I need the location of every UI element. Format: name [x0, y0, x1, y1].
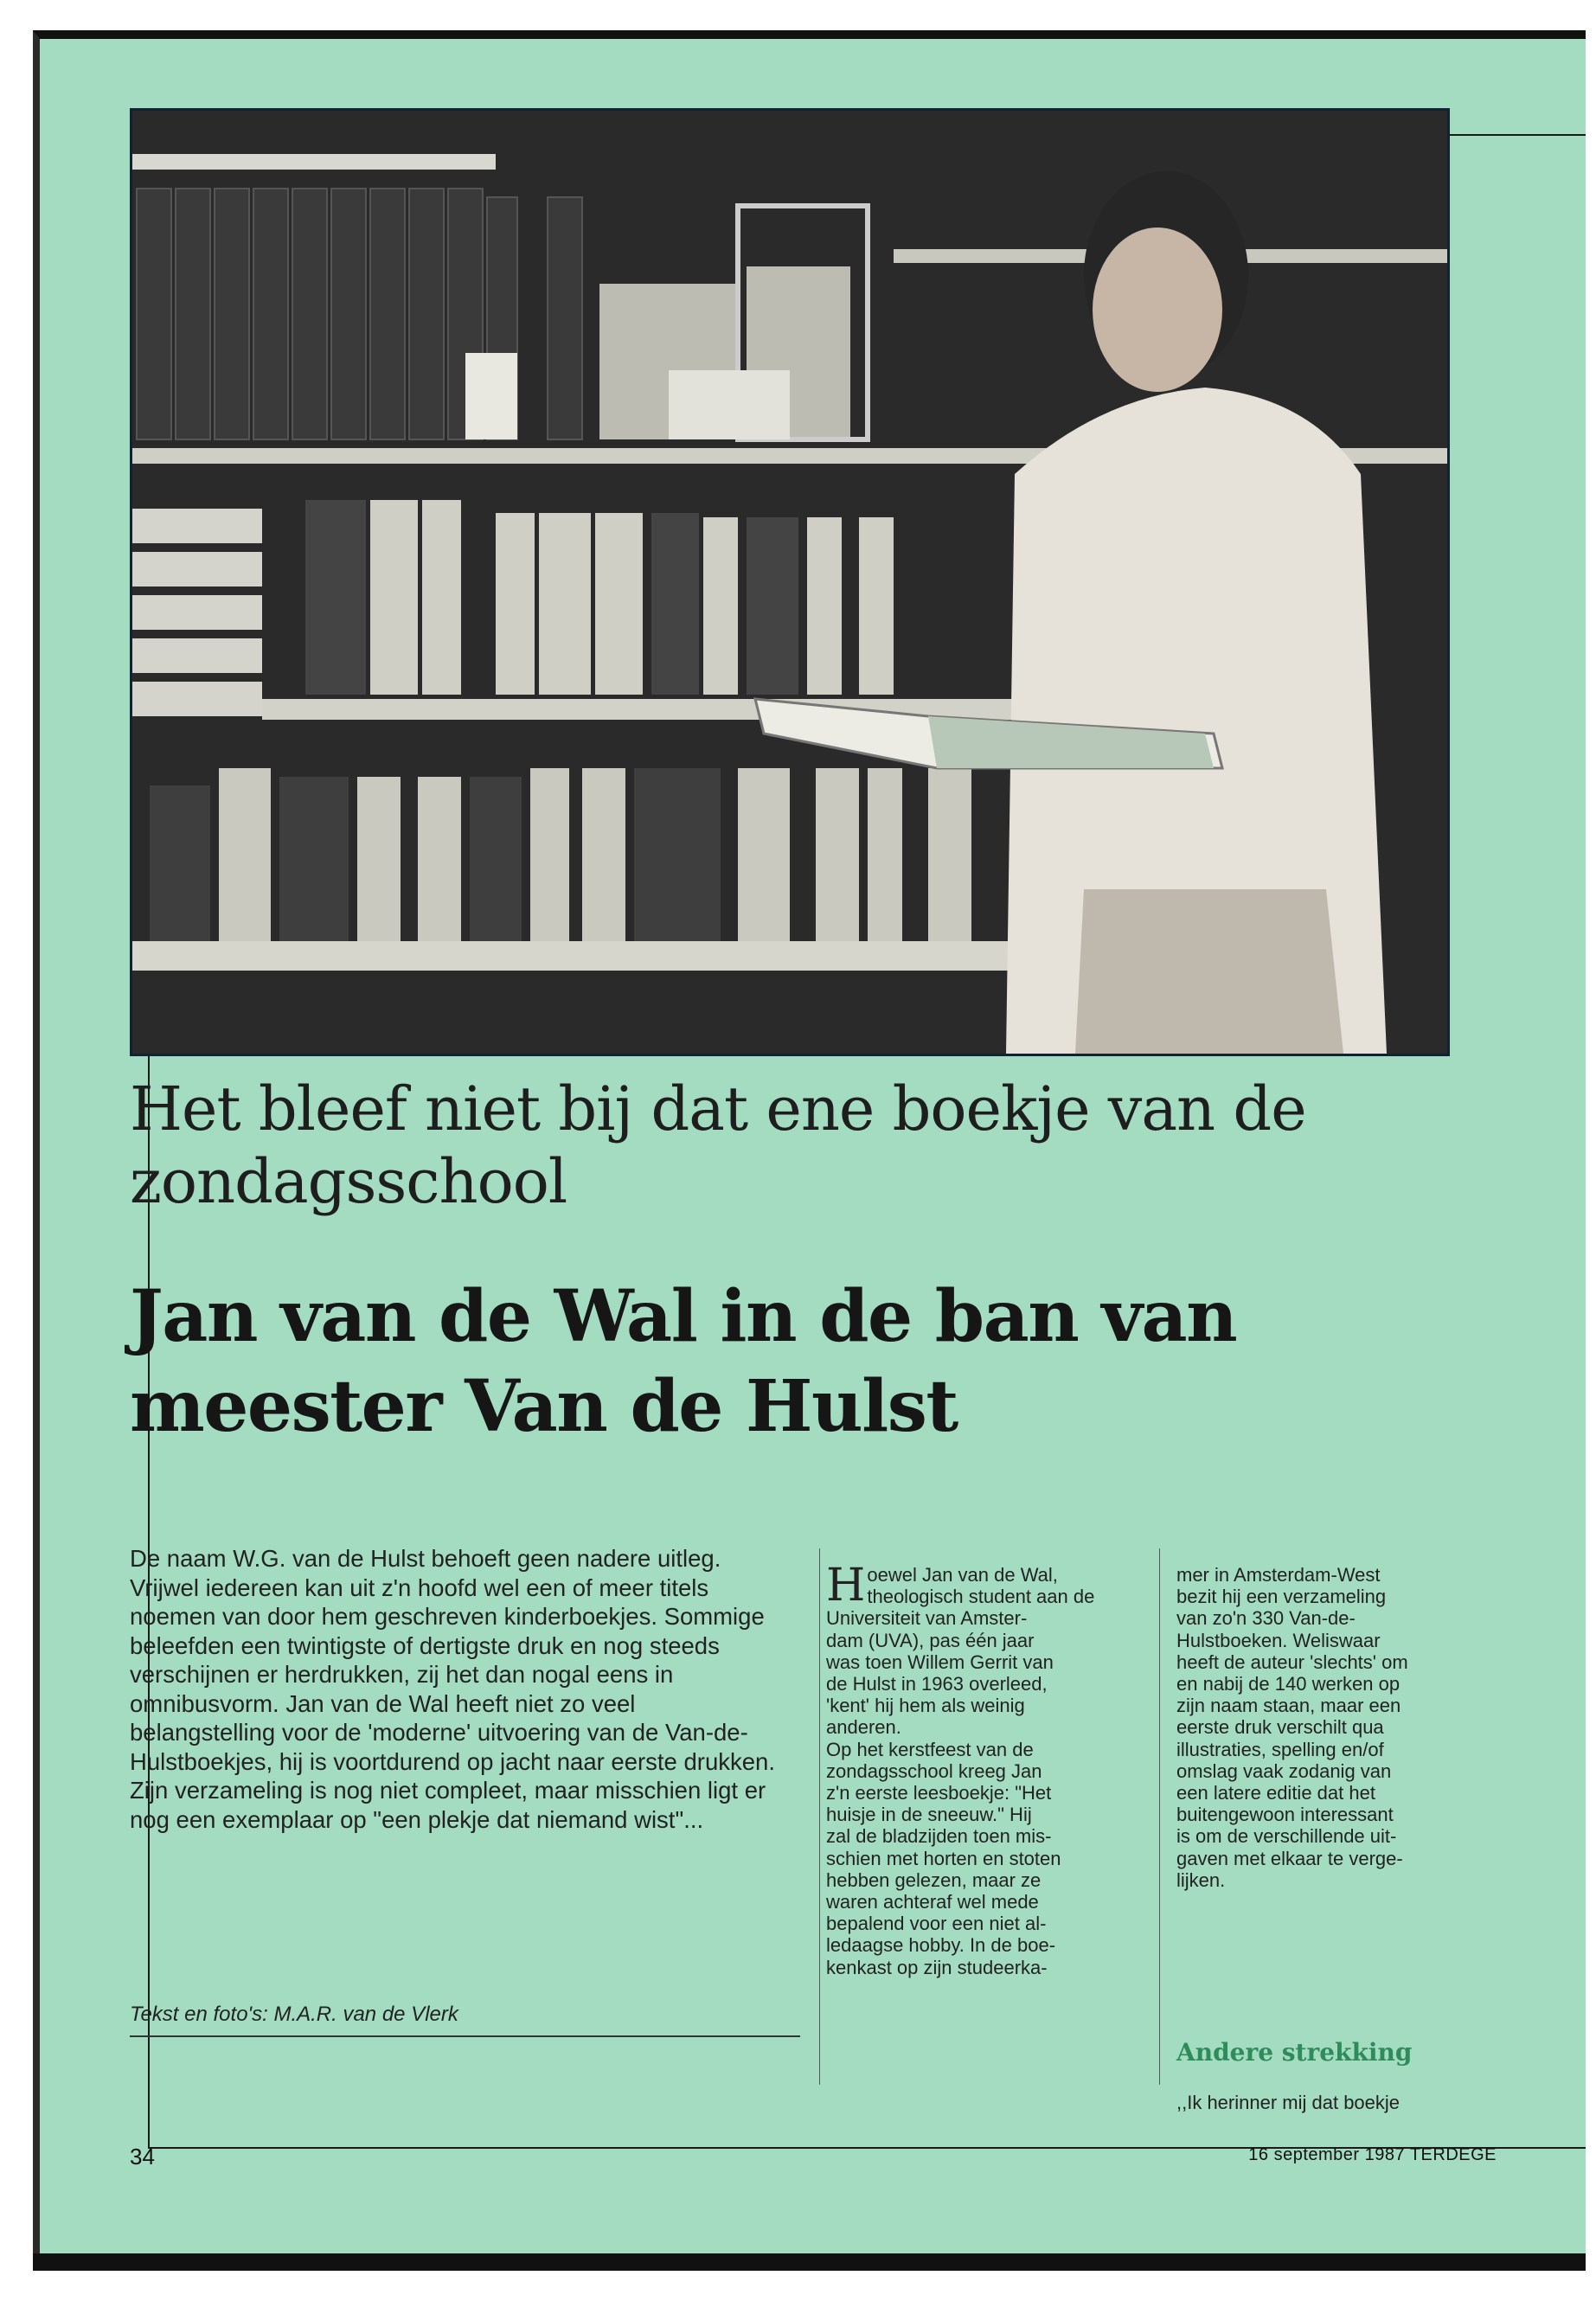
body-column-2	[826, 1560, 1138, 1978]
issue-footer: 16 september 1987 TERDEGE	[1248, 2145, 1497, 2164]
page-number: 34	[130, 2144, 155, 2170]
section-subheading: Andere strekking	[1176, 2038, 1413, 2067]
page-edge	[33, 2253, 1586, 2271]
credit-divider	[130, 2035, 800, 2037]
column-divider	[1159, 1548, 1160, 2085]
column-2-text: oewel Jan van de Wal, theologisch student aan de Universiteit van Amster- dam (UVA), pas één jaar was toen Willem Gerrit van de Hulst in 1963 overleed, 'kent' hij hem als weinig anderen. Op het kerstfeest van de zondagsschool kreeg Jan z'n eerste leesboekje: "Het huisje in de sneeuw." Hij zal de bladzijden toen mis- schien met horten en stoten hebben gelezen, maar ze waren achteraf wel mede bepalend voor een niet al- ledaagse hobby. In de boe- kenkast op zijn studeerka-	[826, 1564, 1095, 1978]
article-subhead: Jan van de Wal in de ban van meester Van de Hulst	[130, 1275, 1237, 1448]
article-photo	[130, 108, 1450, 1056]
photo-illustration	[132, 111, 1447, 1054]
body-column-3: mer in Amsterdam-West bezit hij een verzameling van zo'n 330 Van-de- Hulstboeken. Weliswaar heeft de auteur 'slechts' om en nabij de 140 werken op zijn naam staan, maar een eerste druk verschilt qua illustraties, spelling en/of omslag vaak zodanig van een latere editie dat het buitengewoon interessant is om de verschillende uit- gaven met elkaar te verge- lijken.	[1176, 1564, 1408, 1891]
column-divider	[819, 1548, 820, 2085]
article-credit: Tekst en foto's: M.A.R. van de Vlerk	[130, 2003, 458, 2026]
article-headline: Het bleef niet bij dat ene boekje van de zondagsschool	[130, 1074, 1306, 1217]
column-3-tail: ,,Ik herinner mij dat boekje	[1176, 2092, 1401, 2113]
article-intro: De naam W.G. van de Hulst behoeft geen nadere uitleg. Vrijwel iedereen kan uit z'n hoofd wel een of meer titels noemen van door hem geschreven kinderboekjes. Sommige beleefden een twintigste of dertigste druk en nog steeds verschijnen er herdrukken, zij het dan nogal eens in omnibusvorm. Jan van de Wal heeft niet zo veel belangstelling voor de 'moderne' uitvoering van de Van-de-Hulstboekjes, hij is voortdurend op jacht naar eerste drukken. Zijn verzameling is nog niet compleet, maar misschien ligt er nog een exemplaar op "een plekje dat niemand wist"...	[130, 1545, 775, 1833]
drop-cap: H	[826, 1560, 866, 1612]
